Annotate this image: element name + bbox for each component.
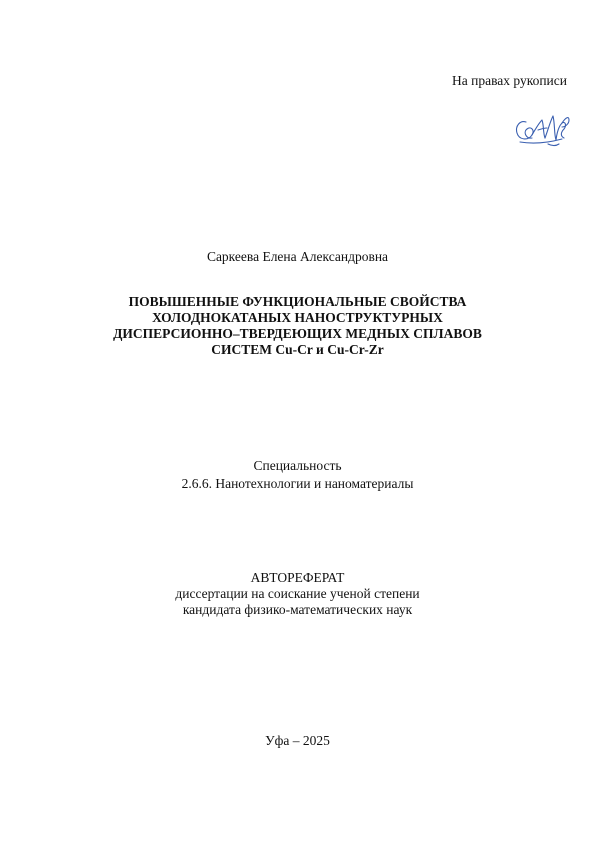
title-line: ДИСПЕРСИОННО–ТВЕРДЕЮЩИХ МЕДНЫХ СПЛАВОВ (113, 326, 482, 341)
abstract-block (0, 570, 595, 618)
author-name: Саркеева Елена Александровна (206, 249, 389, 264)
abstract-heading: АВТОРЕФЕРАТ (250, 570, 345, 585)
dissertation-title (0, 294, 595, 358)
specialty-label: Специальность (253, 458, 342, 473)
rights-note: На правах рукописи (451, 73, 567, 88)
title-line: СИСТЕМ Cu-Cr и Cu-Cr-Zr (211, 342, 384, 357)
abstract-line: кандидата физико-математических наук (182, 602, 413, 617)
signature-icon (512, 108, 574, 152)
place-year: Уфа – 2025 (265, 733, 330, 748)
specialty-value: 2.6.6. Нанотехнологии и наноматериалы (181, 476, 414, 491)
title-line: ПОВЫШЕННЫЕ ФУНКЦИОНАЛЬНЫЕ СВОЙСТВА (128, 294, 467, 309)
specialty-block (0, 457, 595, 493)
abstract-line: диссертации на соискание ученой степени (175, 586, 420, 601)
title-line: ХОЛОДНОКАТАНЫХ НАНОСТРУКТУРНЫХ (152, 310, 443, 325)
